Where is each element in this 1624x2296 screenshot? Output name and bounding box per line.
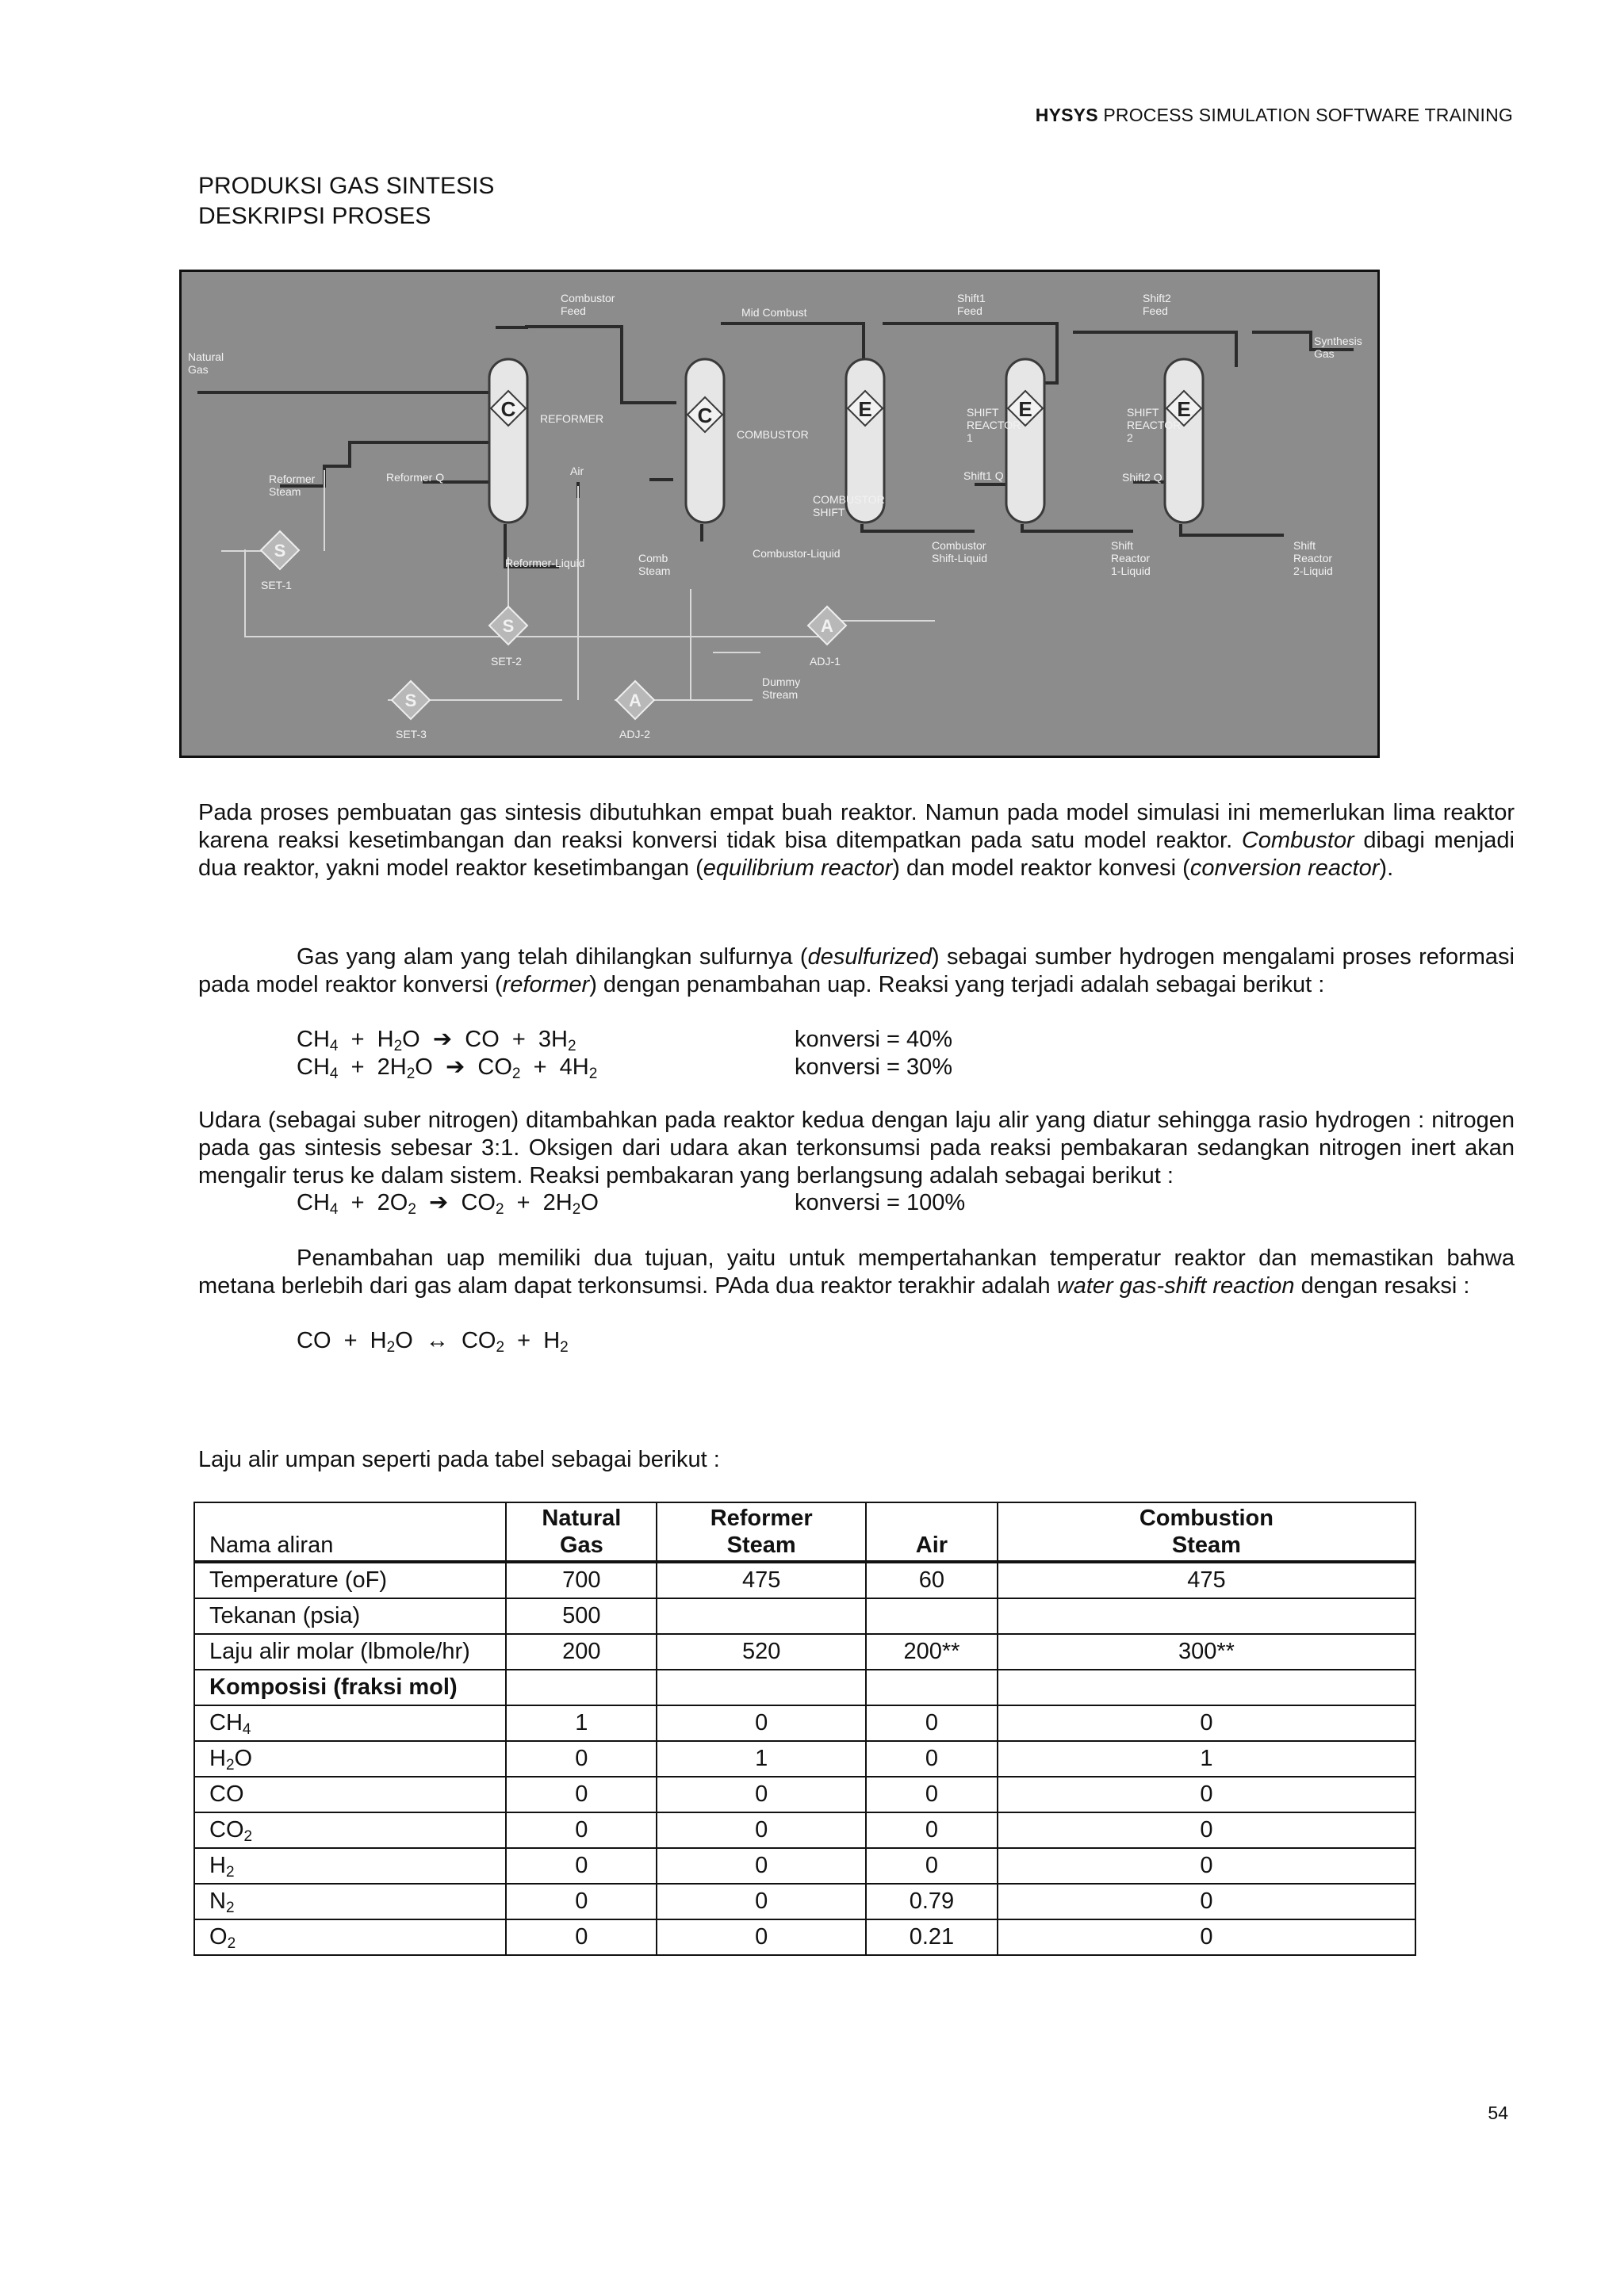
lbl-set3: SET-3 (396, 728, 427, 740)
lbl-shift-reactor1-3: 1 (967, 431, 973, 444)
set2-symbol: S (502, 616, 515, 636)
lbl-adj1: ADJ-1 (810, 655, 841, 668)
table-row: $H_2O$ 0 1 0 1 (194, 1741, 1415, 1777)
header-combustion-steam: Combustion Steam (998, 1502, 1415, 1562)
p1-text-c: dibagi menjadi dua reaktor, yakni model reaktor kesetimbangan ( (198, 828, 1515, 881)
lbl-shift-reactor2-1: SHIFT (1127, 406, 1159, 419)
header-air: Air (866, 1502, 998, 1562)
table-row: $O_2$ 0 0 0.21 0 (194, 1919, 1415, 1955)
p2-text-a: Gas yang alam yang telah dihilangkan sulfurnya ( (297, 944, 808, 970)
header-nama-aliran: Nama aliran (194, 1502, 506, 1562)
header-natural-gas: Natural Gas (506, 1502, 657, 1562)
p2-italic-reformer: reformer (502, 972, 590, 997)
paragraph-5: Laju alir umpan seperti pada tabel sebagai berikut : (198, 1447, 720, 1472)
paragraph-2 (198, 943, 1515, 999)
equation-2: $CH_4 + 2H_2O$ ➔ $CO_2 + 4H_2$ konversi = 30% (297, 1054, 953, 1082)
table-row: $CH_4$ 1 0 0 0 (194, 1705, 1415, 1741)
lbl-shift1-feed-2: Feed (957, 304, 982, 317)
lbl-set2: SET-2 (491, 655, 522, 668)
lbl-shift-reactor2-liquid-1: Shift (1293, 539, 1316, 552)
paragraph-1 (198, 799, 1515, 882)
shift-reactor-2-vessel (1165, 359, 1203, 522)
shift2-type-e: E (1177, 397, 1191, 421)
lbl-shift-reactor1-2: REACTOR (967, 419, 1021, 431)
header-reformer-steam: Reformer Steam (657, 1502, 866, 1562)
lbl-combustor-shift-liquid-1: Combustor (932, 539, 986, 552)
lbl-shift-reactor1-liquid-2: Reactor (1111, 552, 1151, 564)
lbl-dummy-stream-1: Dummy (762, 675, 801, 688)
lbl-reformer-steam-2: Steam (269, 485, 301, 498)
p2-text-c: ) sebagai sumber hydrogen mengalami proses reformasi pada model reaktor konversi ( (198, 944, 1515, 997)
lbl-reformer: REFORMER (540, 412, 604, 425)
lbl-reformer-liquid: Reformer-Liquid (505, 557, 585, 569)
lbl-comb-steam-2: Steam (638, 564, 671, 577)
page-number: 54 (1488, 2103, 1508, 2123)
p1-italic-equilibrium: equilibrium reactor (703, 855, 893, 881)
adj1-symbol: A (821, 616, 833, 636)
lbl-shift-reactor1-liquid-3: 1-Liquid (1111, 564, 1151, 577)
lbl-shift2-feed-1: Shift2 (1143, 292, 1171, 304)
conversion-1: konversi = 40% (795, 1027, 953, 1052)
header-text: PROCESS SIMULATION SOFTWARE TRAINING (1097, 105, 1513, 125)
running-header (1036, 105, 1513, 126)
table-row: Temperature (oF) 700 475 60 475 (194, 1562, 1415, 1598)
lbl-air: Air (570, 465, 584, 477)
lbl-shift-reactor1-1: SHIFT (967, 406, 999, 419)
header-brand: HYSYS (1035, 105, 1098, 125)
set1-symbol: S (274, 541, 286, 561)
lbl-dummy-stream-2: Stream (762, 688, 799, 701)
combustor-shift-type-e: E (858, 397, 872, 421)
p1-italic-conversion: conversion reactor (1189, 855, 1380, 881)
table-row: $H_2$ 0 0 0 0 (194, 1848, 1415, 1884)
p1-text-a: Pada proses pembuatan gas sintesis dibutuhkan empat buah reaktor. Namun pada model simulasi ini memerlukan lima reaktor karena reaksi kesetimbangan dan reaksi konversi tidak bisa ditempatkan pada satu model reaktor. (198, 800, 1515, 853)
title-line-2: DESKRIPSI PROSES (198, 203, 431, 229)
table-header-row (194, 1502, 1415, 1562)
conversion-2: konversi = 30% (795, 1054, 953, 1080)
table-row: $CO_2$ 0 0 0 0 (194, 1812, 1415, 1848)
lbl-shift-reactor2-liquid-2: Reactor (1293, 552, 1333, 564)
set3-symbol: S (404, 691, 417, 710)
p2-text-e: ) dengan penambahan uap. Reaksi yang terjadi adalah sebagai berikut : (589, 972, 1325, 997)
p2-italic-desulfurized: desulfurized (807, 944, 932, 970)
lbl-adj2: ADJ-2 (619, 728, 650, 740)
lbl-shift-reactor2-liquid-3: 2-Liquid (1293, 564, 1333, 577)
lbl-natural-gas-1: Natural (188, 350, 224, 363)
combustor-vessel (686, 359, 724, 522)
lbl-natural-gas-2: Gas (188, 363, 209, 376)
table-row: Laju alir molar (lbmole/hr) 200 520 200** 300** (194, 1634, 1415, 1670)
conversion-3: konversi = 100% (795, 1190, 966, 1215)
table-row: CO 0 0 0 0 (194, 1777, 1415, 1812)
lbl-shift-reactor1-liquid-1: Shift (1111, 539, 1134, 552)
lbl-combustor-liquid: Combustor-Liquid (753, 547, 841, 560)
paragraph-3: Udara (sebagai suber nitrogen) ditambahkan pada reaktor kedua dengan laju alir yang diatur sehingga rasio hydrogen : nitrogen pada gas sintesis sebesar 3:1. Oksigen dari udara akan terkonsumsi pada reaksi pembakaran sedangkan nitrogen inert akan mengalir terus ke dalam sistem. Reaksi pembakaran yang berlangsung adalah sebagai berikut : (198, 1108, 1515, 1188)
shift1-type-e: E (1018, 397, 1032, 421)
p1-text-e: ) dan model reaktor konvesi ( (892, 855, 1190, 881)
reformer-vessel (489, 359, 527, 522)
table-row: Tekanan (psia) 500 (194, 1598, 1415, 1634)
lbl-mid-combust: Mid Combust (741, 306, 807, 319)
lbl-synthesis-gas-2: Gas (1314, 347, 1335, 360)
lbl-combustor-feed-1: Combustor (561, 292, 615, 304)
lbl-comb-steam-1: Comb (638, 552, 668, 564)
table-row: Komposisi (fraksi mol) (194, 1670, 1415, 1705)
equation-3: $CH_4 + 2O_2$ ➔ $CO_2 + 2H_2O$ konversi = 100% (297, 1190, 966, 1218)
process-flow-diagram (179, 270, 1380, 758)
p4-text-a: Penambahan uap memiliki dua tujuan, yaitu untuk mempertahankan temperatur reaktor dan memastikan bahwa metana berlebih dari gas alam dapat terkonsumsi. PAda dua reaktor terakhir adalah (198, 1246, 1515, 1299)
lbl-shift2-q: Shift2 Q (1122, 471, 1162, 484)
process-flow-svg (182, 272, 1377, 756)
lbl-shift1-feed-1: Shift1 (957, 292, 986, 304)
feed-stream-table (193, 1502, 1416, 1956)
lbl-synthesis-gas-1: Synthesis (1314, 335, 1362, 347)
equation-4: CO + $H_2O$ ↔ $CO_2 + H_2$ (297, 1328, 569, 1356)
combustor-type-c: C (697, 404, 713, 427)
lbl-shift1-q: Shift1 Q (963, 469, 1004, 482)
lbl-shift-reactor2-3: 2 (1127, 431, 1133, 444)
lbl-combustor-feed-2: Feed (561, 304, 586, 317)
lbl-shift-reactor2-2: REACTOR (1127, 419, 1182, 431)
lbl-set1: SET-1 (261, 579, 292, 591)
shift-reactor-1-vessel (1006, 359, 1044, 522)
table-row: $N_2$ 0 0 0.79 0 (194, 1884, 1415, 1919)
equation-1: $CH_4 + H_2O$ ➔ CO + $3H_2$ konversi = 40% (297, 1027, 953, 1054)
reformer-type-c: C (500, 397, 516, 421)
p4-text-c: dengan resaksi : (1294, 1273, 1470, 1299)
p4-italic-wgs: water gas-shift reaction (1056, 1273, 1295, 1299)
adj2-symbol: A (629, 691, 642, 710)
title-line-1: PRODUKSI GAS SINTESIS (198, 173, 495, 199)
lbl-reformer-steam-1: Reformer (269, 473, 316, 485)
p1-text-g: ). (1379, 855, 1394, 881)
section-title (198, 171, 494, 232)
lbl-combustor-shift-liquid-2: Shift-Liquid (932, 552, 988, 564)
lbl-combustor-shift-2: SHIFT (813, 506, 845, 519)
p1-italic-combustor: Combustor (1241, 828, 1354, 853)
lbl-reformer-q: Reformer Q (386, 471, 445, 484)
lbl-combustor-shift-1: COMBUSTOR (813, 493, 885, 506)
paragraph-4 (198, 1245, 1515, 1300)
lbl-combustor: COMBUSTOR (737, 428, 809, 441)
lbl-shift2-feed-2: Feed (1143, 304, 1168, 317)
